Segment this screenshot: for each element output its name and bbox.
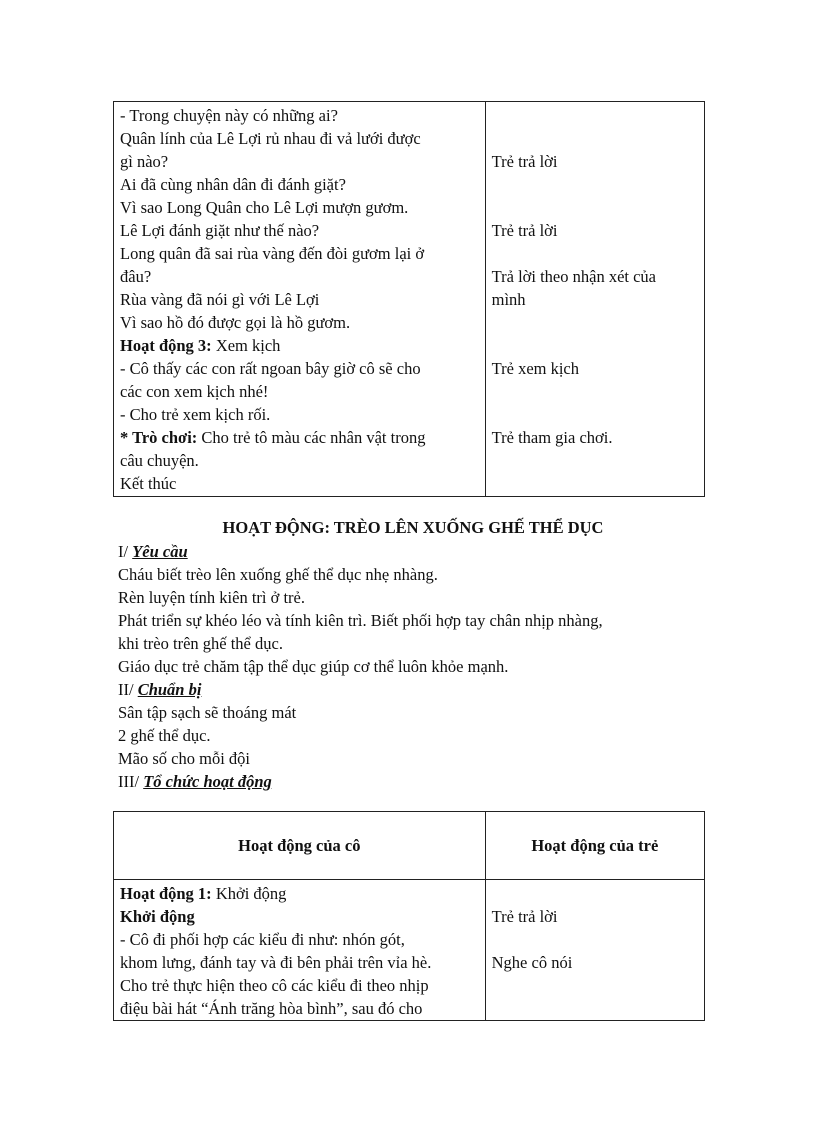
heading-preparation xyxy=(118,678,708,701)
activity-line: - Cô thấy các con rất ngoan bây giờ cô sẽ cho xyxy=(120,359,421,378)
warmup-heading xyxy=(120,905,479,928)
question-line: - Trong chuyện này có những ai? xyxy=(120,106,338,125)
game-continuation: câu chuyện. xyxy=(120,451,199,470)
lesson-section xyxy=(118,515,708,793)
heading-number: III/ xyxy=(118,772,144,791)
question-line: Long quân đã sai rùa vàng đến đòi gươm lại ở xyxy=(120,244,425,263)
activity-table-1 xyxy=(113,101,705,497)
preparation-line: Sân tập sạch sẽ thoáng mát xyxy=(118,703,297,722)
heading-text: Tổ chức hoạt động xyxy=(143,772,272,791)
teacher-activity-cell xyxy=(114,880,486,1021)
heading-number: II/ xyxy=(118,680,138,699)
question-line: đâu? xyxy=(120,267,152,286)
warmup-label: Khởi động xyxy=(120,907,195,926)
activity-table-2 xyxy=(113,811,705,1021)
teacher-activity-cell xyxy=(114,102,486,497)
question-line: Vì sao Long Quân cho Lê Lợi mượn gươm. xyxy=(120,198,409,217)
activity-1-text: Khởi động xyxy=(211,884,287,903)
game-text: Cho trẻ tô màu các nhân vật trong xyxy=(197,428,426,447)
question-line: Lê Lợi đánh giặt như thế nào? xyxy=(120,221,320,240)
activity-line: - Cô đi phối hợp các kiểu đi như: nhón gót, xyxy=(120,930,405,949)
activity-line: Cho trẻ thực hiện theo cô các kiểu đi theo nhịp xyxy=(120,976,429,995)
child-activity-cell xyxy=(485,880,704,1021)
activity-3-label: Hoạt động 3: xyxy=(120,336,212,355)
requirement-line: khi trèo trên ghế thể dục. xyxy=(118,634,283,653)
activity-line: các con xem kịch nhé! xyxy=(120,382,269,401)
activity-line: điệu bài hát “Ánh trăng hòa bình”, sau đó cho xyxy=(120,999,423,1018)
end-line: Kết thúc xyxy=(120,474,177,493)
heading-organization xyxy=(118,770,708,793)
section-title: HOẠT ĐỘNG: TRÈO LÊN XUỐNG GHẾ THỂ DỤC xyxy=(222,518,604,537)
child-response: Trả lời theo nhận xét của xyxy=(491,267,656,286)
heading-text: Yêu cầu xyxy=(132,542,188,561)
question-line: gì nào? xyxy=(120,152,169,171)
requirement-line: Cháu biết trèo lên xuống ghế thể dục nhẹ nhàng. xyxy=(118,565,438,584)
heading-number: I/ xyxy=(118,542,133,561)
heading-text: Chuẩn bị xyxy=(137,680,202,699)
question-line: Rùa vàng đã nói gì với Lê Lợi xyxy=(120,290,320,309)
child-response: Nghe cô nói xyxy=(491,953,573,972)
activity-3-heading xyxy=(120,334,479,357)
activity-line: khom lưng, đánh tay và đi bên phải trên vỉa hè. xyxy=(120,953,432,972)
child-response: Trẻ trả lời xyxy=(491,152,558,171)
child-response: Trẻ trả lời xyxy=(491,907,558,926)
requirement-line: Phát triển sự khéo léo và tính kiên trì. Biết phối hợp tay chân nhịp nhàng, xyxy=(118,611,603,630)
heading-requirements xyxy=(118,540,708,563)
activity-1-label: Hoạt động 1: xyxy=(120,884,212,903)
question-line: Ai đã cùng nhân dân đi đánh giặt? xyxy=(120,175,346,194)
question-line: Vì sao hồ đó được gọi là hồ gươm. xyxy=(120,313,351,332)
question-line: Quân lính của Lê Lợi rủ nhau đi vả lưới được xyxy=(120,129,421,148)
activity-line: - Cho trẻ xem kịch rối. xyxy=(120,405,271,424)
requirement-line: Rèn luyện tính kiên trì ở trẻ. xyxy=(118,588,305,607)
preparation-line: 2 ghế thể dục. xyxy=(118,726,211,745)
column-header-child: Hoạt động của trẻ xyxy=(485,812,704,880)
column-header-teacher: Hoạt động của cô xyxy=(114,812,486,880)
requirement-line: Giáo dục trẻ chăm tập thể dục giúp cơ thể luôn khỏe mạnh. xyxy=(118,657,509,676)
game-label: * Trò chơi: xyxy=(120,428,198,447)
preparation-line: Mão số cho mỗi đội xyxy=(118,749,250,768)
game-heading xyxy=(120,426,479,449)
child-response: Trẻ trả lời xyxy=(491,221,558,240)
child-activity-cell xyxy=(485,102,704,497)
activity-1-heading xyxy=(120,882,479,905)
child-response: mình xyxy=(491,290,526,309)
child-response: Trẻ tham gia chơi. xyxy=(491,428,613,447)
activity-3-text: Xem kịch xyxy=(211,336,281,355)
child-response: Trẻ xem kịch xyxy=(491,359,580,378)
